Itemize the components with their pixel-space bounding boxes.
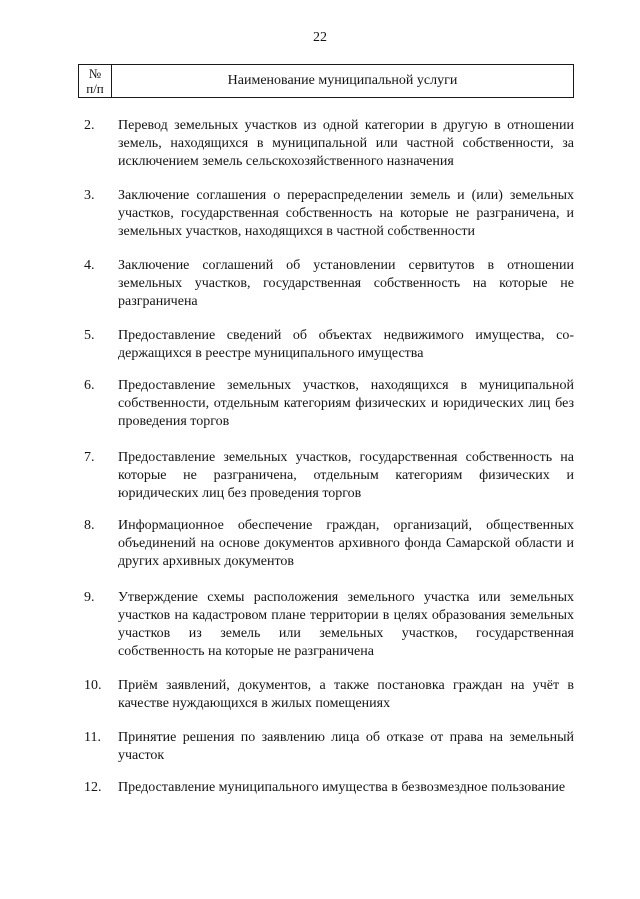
item-text: Заключение соглашения о перераспределении земель и (или) земельных участков, государственная собственность на которые не разграничена, и земельных участков, находящихся в частной собственности	[118, 188, 574, 239]
list-item	[84, 779, 574, 797]
item-text: Перевод земельных участков из одной категории в другую в отношении земель, находящихся в муниципальной или частной собственности, за исключением земель сельскохозяйственного назначения	[118, 118, 574, 169]
item-text: Предоставление земельных участков, государственная собственность на которые не разграничена, отдельным категориям физических и юридических лиц без проведения торгов	[118, 450, 574, 501]
item-number: 3.	[84, 188, 95, 203]
list-item	[84, 729, 574, 765]
name-column-header: Наименование муниципальной услуги	[227, 73, 458, 88]
number-header-line2: п/п	[86, 81, 104, 96]
number-header-line1: №	[88, 66, 102, 81]
item-text: Заключение соглашений об установлении сервитутов в отношении земельных участков, государственная собственность на которые не разграничена	[118, 258, 574, 309]
item-number: 12.	[84, 780, 102, 795]
list-item	[84, 377, 574, 431]
item-number: 4.	[84, 258, 95, 273]
item-text: Предоставление сведений об объектах недвижимого имущества, содержащихся в реестре муниципального имущества	[118, 328, 574, 361]
list-item	[84, 589, 574, 661]
item-text: Информационное обеспечение граждан, организаций, общественных объединений на основе документов архивного фонда Самарской области и других архивных документов	[118, 518, 574, 569]
list-item	[84, 449, 574, 503]
item-number: 8.	[84, 518, 95, 533]
list-item	[84, 257, 574, 311]
item-number: 5.	[84, 328, 95, 343]
item-text: Предоставление муниципального имущества в безвозмездное пользование	[118, 780, 566, 795]
list-item	[84, 327, 574, 363]
item-number: 2.	[84, 118, 95, 133]
list-item	[84, 677, 574, 713]
item-number: 6.	[84, 378, 95, 393]
item-number: 7.	[84, 450, 95, 465]
item-number: 10.	[84, 678, 102, 693]
item-number: 9.	[84, 590, 95, 605]
item-text: Предоставление земельных участков, находящихся в муниципальной собственности, отдельным категориям физических и юридических лиц без проведения торгов	[118, 378, 574, 429]
list-item	[84, 187, 574, 241]
list-item	[84, 517, 574, 571]
item-text: Утверждение схемы расположения земельного участка или земельных участков на кадастровом плане территории в целях образования земельных участков из земель или земельных участков, государственная собственность на которые не разграничена	[118, 590, 574, 659]
page-number: 22	[313, 30, 327, 45]
item-text: Приём заявлений, документов, а также постановка граждан на учёт в качестве нуждающихся в жилых помещениях	[118, 678, 574, 711]
item-text: Принятие решения по заявлению лица об отказе от права на земельный участок	[118, 730, 574, 763]
list-item	[84, 117, 574, 171]
item-number: 11.	[84, 730, 101, 745]
